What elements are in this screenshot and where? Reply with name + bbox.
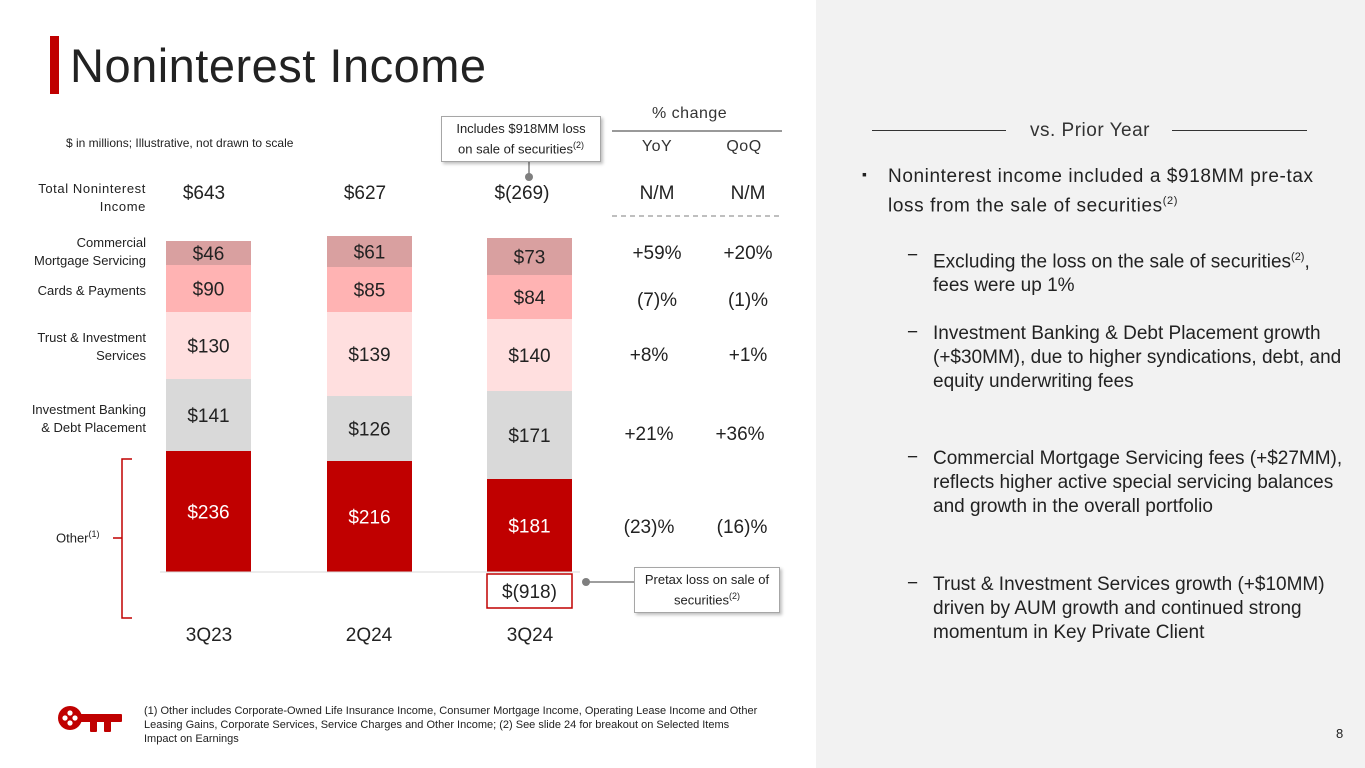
page-number: 8 (1336, 726, 1344, 741)
loss-label: $(918) (502, 582, 557, 603)
data-label-commercial-3q24: $73 (513, 247, 546, 269)
row-label-total: Total Noninterest Income (38, 181, 146, 214)
x-label-3q24: 3Q24 (506, 625, 554, 646)
sub-bullet-4: Trust & Investment Services growth (+$10MM) driven by AUM growth and continued strong momentum in Key Private Client (933, 574, 1325, 643)
qoq-trust: +1% (728, 345, 768, 366)
callout-pretax-loss: Pretax loss on sale of securities$^{(2)}$ (634, 567, 780, 613)
sub-bullet-1: Excluding the loss on the sale of securities$^{(2)}$, fees were up 1% (933, 251, 1310, 297)
page-title: Noninterest Income (70, 39, 487, 92)
dash-icon: − (907, 245, 919, 266)
row-label-commercial-mortgage: Commercial Mortgage Servicing (34, 235, 146, 268)
data-label-trust-3q24: $140 (508, 346, 551, 367)
data-label-commercial-2q24: $61 (353, 242, 386, 264)
footnote: (1) Other includes Corporate-Owned Life Insurance Income, Consumer Mortgage Income, Operating Lease Income and Other Leasing Gains, Corporate Services, Service Charges and Other Income; (2) See slide 24 for breakout on Selected Items Impact on Earnings (144, 705, 758, 745)
vs-prior-year-header: vs. Prior Year (1030, 120, 1150, 141)
data-label-cards-3q23: $90 (192, 279, 225, 301)
x-label-3q23: 3Q23 (185, 625, 233, 646)
data-label-commercial-3q23: $46 (192, 244, 225, 265)
qoq-header: QoQ (726, 138, 762, 155)
data-label-ib-3q24: $171 (508, 426, 551, 447)
row-label-investment-banking: Investment Banking & Debt Placement (31, 402, 146, 435)
dash-icon: − (907, 573, 919, 594)
data-label-cards-2q24: $85 (353, 280, 386, 302)
yoy-total: N/M (639, 183, 675, 204)
callout-bottom-dot (582, 578, 590, 586)
key-icon (56, 702, 124, 734)
row-label-trust-investment: Trust & Investment Services (37, 330, 146, 363)
yoy-trust: +8% (629, 345, 669, 366)
pct-change-header: % change (652, 105, 728, 122)
row-label-cards-payments: Cards & Payments (37, 283, 146, 298)
yoy-cards: (7)% (636, 290, 678, 311)
qoq-commercial: +20% (723, 243, 773, 264)
data-label-other-3q24: $181 (508, 516, 551, 538)
data-label-other-2q24: $216 (348, 507, 391, 529)
data-label-cards-3q24: $84 (513, 288, 546, 309)
qoq-other: (16)% (716, 517, 768, 538)
callout-top-dot (525, 173, 533, 181)
dash-icon: − (907, 447, 919, 468)
yoy-other: (23)% (623, 517, 675, 538)
x-label-2q24: 2Q24 (345, 625, 393, 646)
main-bullet: Noninterest income included a $918MM pre-tax loss from the sale of securities$^{(2)}$ (888, 166, 1314, 217)
sub-bullet-2: Investment Banking & Debt Placement growth (+$30MM), due to higher syndications, debt, and equity underwriting fees (933, 323, 1342, 392)
yoy-commercial: +59% (632, 243, 682, 264)
total-2q24: $627 (343, 183, 387, 204)
dash-icon: − (907, 322, 919, 343)
data-label-trust-2q24: $139 (348, 345, 391, 366)
scale-note: $ in millions; Illustrative, not drawn to scale (66, 136, 294, 150)
vs-header-rule-left (872, 130, 1006, 131)
data-label-ib-3q23: $141 (187, 406, 230, 427)
callout-loss-included: Includes $918MM loss on sale of securities$^{(2)}$ (441, 116, 601, 162)
row-label-other: Other$^{(1)}$ (56, 529, 100, 546)
total-3q23: $643 (182, 183, 226, 204)
vs-header-rule-right (1172, 130, 1307, 131)
data-label-other-3q23: $236 (187, 502, 230, 524)
bullet-square-icon: ▪ (862, 166, 867, 182)
yoy-ib: +21% (624, 424, 674, 445)
data-label-ib-2q24: $126 (348, 419, 391, 441)
yoy-header: YoY (641, 138, 673, 155)
data-label-trust-3q23: $130 (187, 336, 230, 358)
sub-bullet-3: Commercial Mortgage Servicing fees (+$27MM), reflects higher active special servicing balances and growth in the overall portfolio (933, 448, 1343, 517)
total-3q24: $(269) (494, 183, 550, 204)
qoq-cards: (1)% (727, 290, 769, 311)
qoq-total: N/M (730, 183, 766, 204)
qoq-ib: +36% (715, 424, 765, 445)
other-bracket (122, 459, 132, 618)
